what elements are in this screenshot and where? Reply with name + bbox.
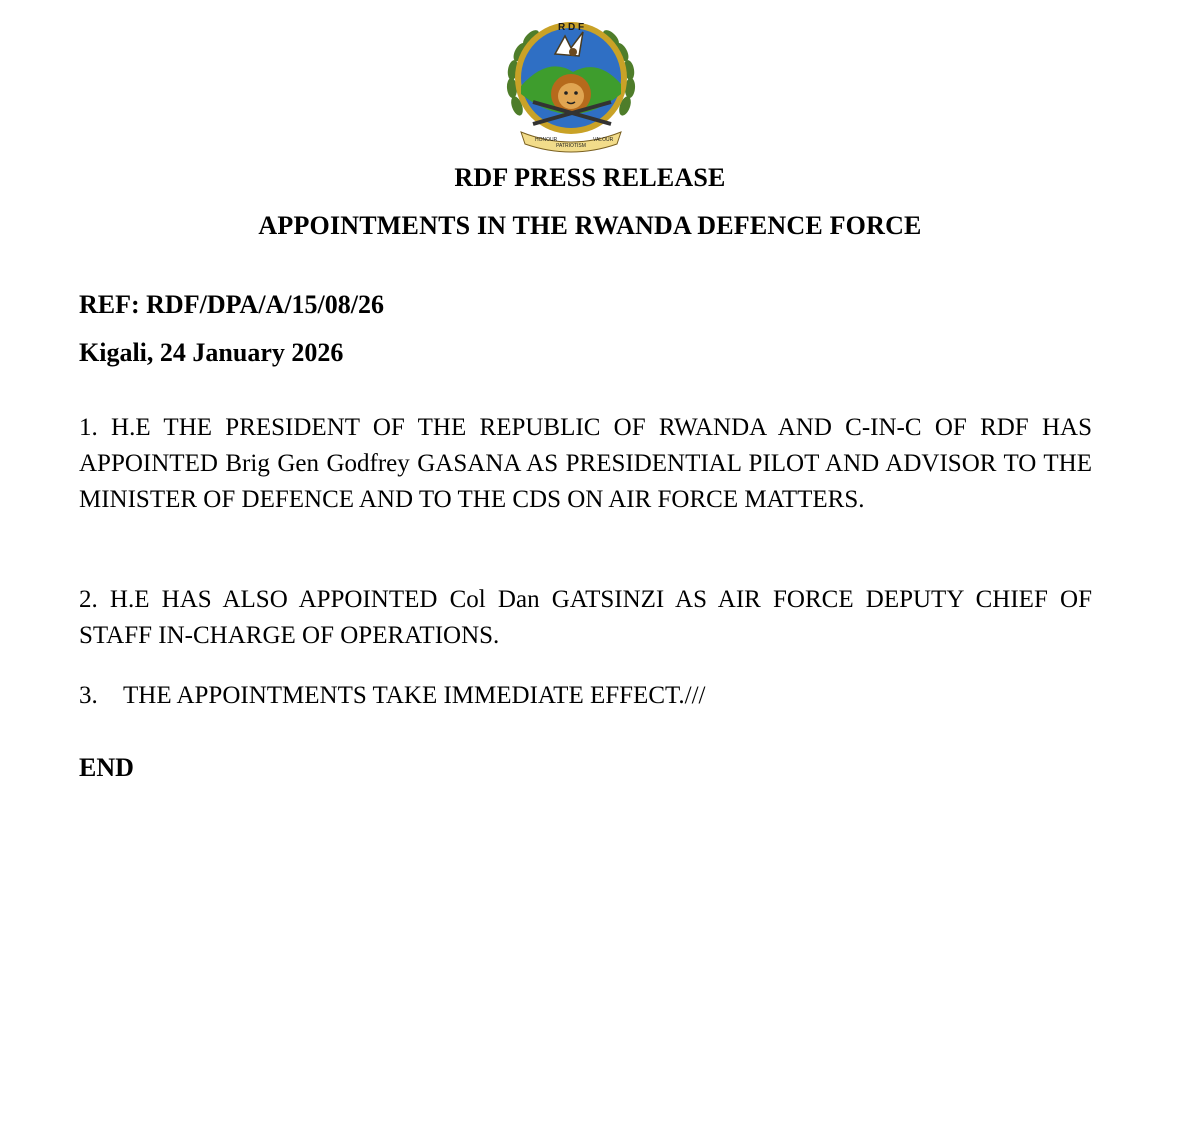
paragraph-3-number: 3. bbox=[79, 682, 98, 709]
rdf-emblem-logo bbox=[503, 14, 639, 154]
paragraph-1: 1. H.E THE PRESIDENT OF THE REPUBLIC OF RWANDA AND C-IN-C OF RDF HAS APPOINTED Brig Gen Godfrey GASANA AS PRESIDENTIAL PILOT AND ADVISOR TO THE MINISTER OF DEFENCE AND TO THE CDS ON AIR FORCE MATTERS. bbox=[79, 414, 1092, 513]
reference-number: REF: RDF/DPA/A/15/08/26 bbox=[79, 290, 384, 319]
press-release-title: RDF PRESS RELEASE bbox=[454, 163, 726, 192]
end-marker: END bbox=[79, 753, 134, 782]
paragraph-3-text: THE APPOINTMENTS TAKE IMMEDIATE EFFECT./// bbox=[123, 682, 706, 709]
paragraph-3 bbox=[79, 678, 1092, 714]
press-release-subtitle: APPOINTMENTS IN THE RWANDA DEFENCE FORCE bbox=[258, 211, 922, 240]
svg-text:R D F: R D F bbox=[557, 22, 585, 33]
svg-text:HONOUR: HONOUR bbox=[535, 137, 558, 143]
svg-text:VALOUR: VALOUR bbox=[593, 137, 614, 143]
place-and-date: Kigali, 24 January 2026 bbox=[79, 338, 344, 367]
svg-text:PATRIOTISM: PATRIOTISM bbox=[556, 143, 586, 149]
paragraph-2: 2. H.E HAS ALSO APPOINTED Col Dan GATSINZI AS AIR FORCE DEPUTY CHIEF OF STAFF IN-CHARGE OF OPERATIONS. bbox=[79, 586, 1092, 649]
